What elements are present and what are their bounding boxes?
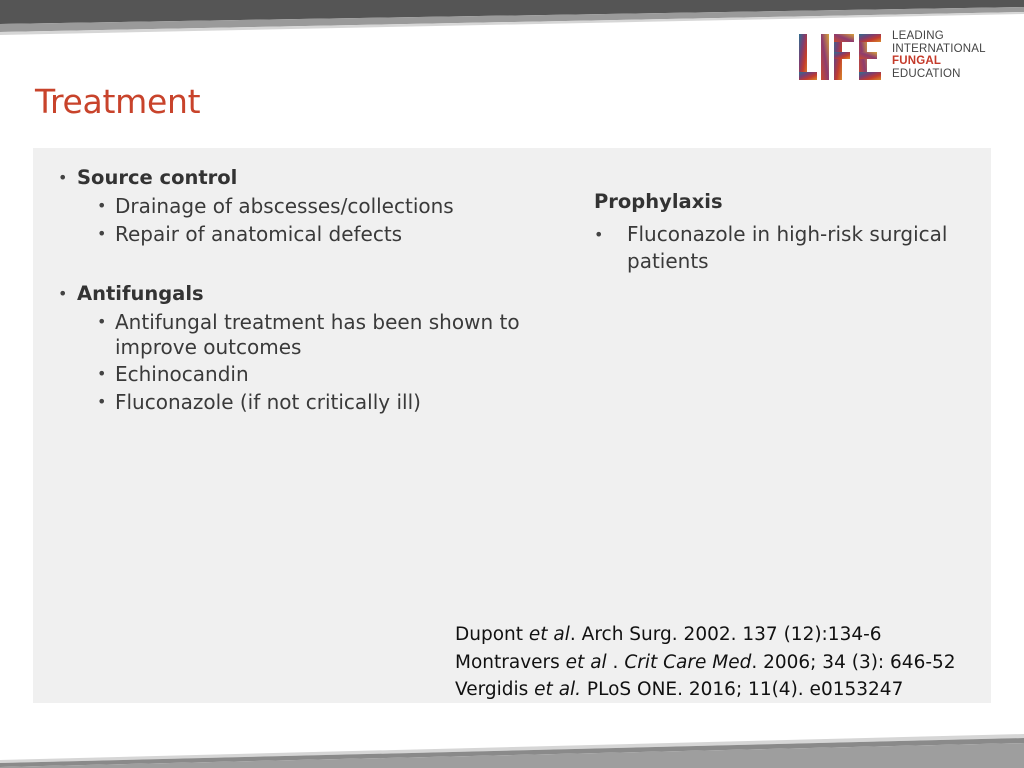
bullet-heading	[56, 280, 576, 307]
logo-line-education: EDUCATION	[892, 67, 961, 80]
ref-etal: et al	[565, 651, 607, 673]
bottom-decorative-band	[0, 734, 1024, 768]
life-logo	[798, 30, 998, 84]
logo-line-international: INTERNATIONAL	[892, 42, 986, 55]
group-antifungals	[56, 280, 576, 414]
group-source-control	[56, 164, 576, 246]
logo-line-fungal: FUNGAL	[892, 55, 942, 68]
list-item: • Drainage of abscesses/collections	[56, 194, 576, 219]
logo-line-leading: LEADING	[892, 30, 944, 42]
ref-etal: et al	[528, 624, 570, 645]
page-title: Treatment	[35, 82, 201, 121]
ref-journal: Crit Care Med	[624, 651, 752, 673]
ref-author: Dupont	[455, 624, 529, 645]
list-item: • Antifungal treatment has been shown to improve outcomes	[56, 310, 576, 359]
ref-mid: .	[606, 651, 625, 673]
list-item: • Echinocandin	[56, 362, 576, 387]
list-item: • Repair of anatomical defects	[56, 222, 576, 247]
ref-author: Montravers	[455, 651, 566, 673]
heading-antifungals: Antifungals	[77, 282, 204, 305]
ref-author: Vergidis	[455, 679, 535, 700]
heading-source-control: Source control	[77, 166, 238, 189]
heading-prophylaxis: Prophylaxis	[594, 190, 723, 213]
reference-vergidis	[455, 676, 1015, 704]
ref-rest: . Arch Surg. 2002. 137 (12):134-6	[569, 624, 882, 645]
list-item: • Fluconazole (if not critically ill)	[56, 390, 576, 415]
reference-montravers	[455, 649, 1015, 677]
ref-rest: PLoS ONE. 2016; 11(4). e0153247	[581, 679, 904, 700]
logo-wordmark	[892, 30, 998, 80]
bullet-heading	[56, 164, 576, 191]
list-item: • Fluconazole in high-risk surgical patients	[594, 221, 977, 275]
references	[455, 621, 1015, 704]
ref-etal: et al.	[534, 679, 582, 700]
left-column	[56, 164, 576, 414]
life-logo-mark	[798, 32, 884, 82]
right-column	[594, 188, 984, 275]
ref-rest: . 2006; 34 (3): 646-52	[751, 651, 956, 673]
reference-dupont	[455, 621, 1015, 649]
